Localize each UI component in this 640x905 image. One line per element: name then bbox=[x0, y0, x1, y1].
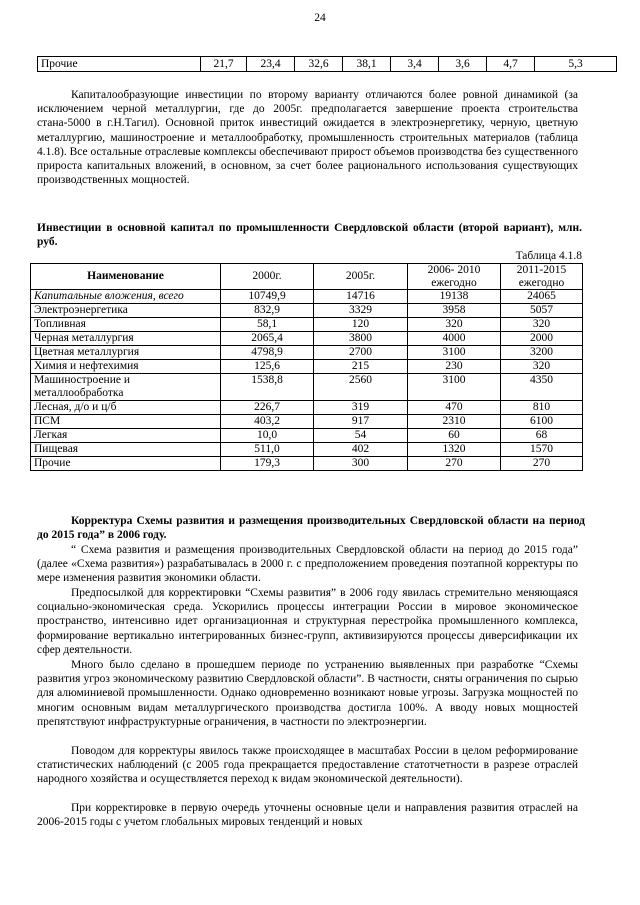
table-row bbox=[31, 346, 583, 360]
table-row bbox=[31, 443, 583, 457]
col-header: 2006- 2010 ежегодно bbox=[408, 264, 501, 290]
cell: 3,6 bbox=[439, 57, 487, 72]
cell: 14716 bbox=[314, 290, 408, 304]
cell: 32,6 bbox=[295, 57, 343, 72]
cell: 58,1 bbox=[221, 318, 314, 332]
row-name: Химия и нефтехимия bbox=[31, 360, 221, 374]
table-row bbox=[31, 318, 583, 332]
cell: 3,4 bbox=[391, 57, 439, 72]
cell: 120 bbox=[314, 318, 408, 332]
table-row bbox=[31, 304, 583, 318]
cell: 4350 bbox=[501, 374, 583, 401]
cell: 24065 bbox=[501, 290, 583, 304]
table-row bbox=[31, 429, 583, 443]
table-row bbox=[31, 457, 583, 471]
cell: 6100 bbox=[501, 415, 583, 429]
row-name: Прочие bbox=[38, 57, 201, 72]
cell: 320 bbox=[408, 318, 501, 332]
cell: 320 bbox=[501, 318, 583, 332]
cell: 2700 bbox=[314, 346, 408, 360]
row-name: Капитальные вложения, всего bbox=[31, 290, 221, 304]
cell: 470 bbox=[408, 401, 501, 415]
cell: 3329 bbox=[314, 304, 408, 318]
cell: 403,2 bbox=[221, 415, 314, 429]
cell: 19138 bbox=[408, 290, 501, 304]
header-row bbox=[31, 264, 583, 290]
cell: 917 bbox=[314, 415, 408, 429]
paragraph-3: Предпосылкой для корректировки “Схемы развития” в 2006 году явилась стремительно меняющаяся социально-экономическая среда. Ускорились процессы интеграции России в мировое экономическое пространство, интенсивно идет организационная и структурная перестройка промышленного комплекса, формирование вертикально интегрированных бизнес-групп, активизируются процессы диверсификации их сфер деятельности. bbox=[37, 587, 578, 656]
paragraph-2: “ Схема развития и размещения производительных Свердловской области на период до 2015 года” (далее «Схема развития») разрабатывалась в 2000 г. с предположением проведения поэтапной корректуры по мере изменения развития экономики области. bbox=[37, 544, 578, 585]
cell: 4000 bbox=[408, 332, 501, 346]
cell: 402 bbox=[314, 443, 408, 457]
cell: 810 bbox=[501, 401, 583, 415]
row-name: Легкая bbox=[31, 429, 221, 443]
paragraph-5: Поводом для корректуры явилось также происходящее в масштабах России в целом реформирование статистических наблюдений (с 2005 года прекращается предоставление статотчетности в разрезе отраслей народного хозяйства и осуществляется переход к видам экономической деятельности). bbox=[37, 745, 578, 786]
col-header: 2011-2015 ежегодно bbox=[501, 264, 583, 290]
table-row bbox=[31, 332, 583, 346]
col-header: 2000г. bbox=[221, 264, 314, 290]
table-row bbox=[31, 290, 583, 304]
cell: 511,0 bbox=[221, 443, 314, 457]
cell: 60 bbox=[408, 429, 501, 443]
cell: 300 bbox=[314, 457, 408, 471]
cell: 5057 bbox=[501, 304, 583, 318]
row-name: Электроэнергетика bbox=[31, 304, 221, 318]
cell: 226,7 bbox=[221, 401, 314, 415]
row-name: Топливная bbox=[31, 318, 221, 332]
cell: 54 bbox=[314, 429, 408, 443]
cell: 4798,9 bbox=[221, 346, 314, 360]
cell: 3800 bbox=[314, 332, 408, 346]
table-title: Инвестиции в основной капитал по промышленности Свердловской области (второй вариант), млн. руб. bbox=[37, 222, 582, 248]
cell: 1320 bbox=[408, 443, 501, 457]
row-name: Машиностроение и металлообработка bbox=[31, 374, 221, 401]
cell: 3200 bbox=[501, 346, 583, 360]
cell: 320 bbox=[501, 360, 583, 374]
investment-table bbox=[30, 263, 583, 471]
paragraph-1: Капиталообразующие инвестиции по второму варианту отличаются более ровной динамикой (за исключением черной металлургии, где до 2005г. предполагается завершение проекта строительства стана-5000 в г.Н.Тагил). Основной приток инвестиций ожидается в электроэнергетику, черную, цветную металлургию, машиностроение и металлообработку, промышленность строительных материалов (таблица 4.1.8). Все остальные отраслевые комплексы обеспечивают прирост объемов производства без существенного прироста капитальных вложений, в основном, за счет более рационального использования существующих производственных мощностей. bbox=[37, 89, 578, 187]
table-row bbox=[38, 57, 617, 72]
cell: 5,3 bbox=[535, 57, 617, 72]
section-heading: Корректура Схемы развития и размещения производительных Свердловской области на период до 2015 года” в 2006 году. bbox=[37, 515, 585, 541]
top-table bbox=[37, 56, 617, 72]
col-header: Наименование bbox=[31, 264, 221, 290]
cell: 179,3 bbox=[221, 457, 314, 471]
row-name: ПСМ bbox=[31, 415, 221, 429]
cell: 10,0 bbox=[221, 429, 314, 443]
cell: 215 bbox=[314, 360, 408, 374]
cell: 3958 bbox=[408, 304, 501, 318]
table-row bbox=[31, 415, 583, 429]
cell: 21,7 bbox=[201, 57, 247, 72]
table-row bbox=[31, 360, 583, 374]
cell: 3100 bbox=[408, 346, 501, 360]
cell: 23,4 bbox=[247, 57, 295, 72]
table-caption: Таблица 4.1.8 bbox=[515, 250, 582, 262]
cell: 4,7 bbox=[487, 57, 535, 72]
cell: 68 bbox=[501, 429, 583, 443]
col-header: 2005г. bbox=[314, 264, 408, 290]
cell: 1538,8 bbox=[221, 374, 314, 401]
cell: 319 bbox=[314, 401, 408, 415]
cell: 2000 bbox=[501, 332, 583, 346]
row-name: Прочие bbox=[31, 457, 221, 471]
cell: 3100 bbox=[408, 374, 501, 401]
row-name: Цветная металлургия bbox=[31, 346, 221, 360]
cell: 10749,9 bbox=[221, 290, 314, 304]
cell: 2560 bbox=[314, 374, 408, 401]
paragraph-6: При корректировке в первую очередь уточнены основные цели и направления развития отраслей на 2006-2015 годы с учетом глобальных мировых тенденций и новых bbox=[37, 802, 578, 829]
row-name: Черная металлургия bbox=[31, 332, 221, 346]
page-number: 24 bbox=[314, 12, 326, 24]
cell: 270 bbox=[408, 457, 501, 471]
cell: 2065,4 bbox=[221, 332, 314, 346]
paragraph-4: Много было сделано в прошедшем периоде по устранению выявленных при разработке “Схемы развития угроз экономическому развитию Свердловской области”. В частности, сняты ограничения по сырью для алюминиевой промышленности. Однако одновременно возникают новые угрозы. Загрузка мощностей по многим основным видам металлургического производства достигла 100%. А вводу новых мощностей препятствуют инфраструктурные ограничения, в частности по электроэнергии. bbox=[37, 659, 578, 728]
table-row bbox=[31, 401, 583, 415]
cell: 832,9 bbox=[221, 304, 314, 318]
row-name: Лесная, д/о и ц/б bbox=[31, 401, 221, 415]
cell: 2310 bbox=[408, 415, 501, 429]
cell: 38,1 bbox=[343, 57, 391, 72]
row-name: Пищевая bbox=[31, 443, 221, 457]
cell: 270 bbox=[501, 457, 583, 471]
table-row bbox=[31, 374, 583, 401]
cell: 125,6 bbox=[221, 360, 314, 374]
cell: 230 bbox=[408, 360, 501, 374]
cell: 1570 bbox=[501, 443, 583, 457]
